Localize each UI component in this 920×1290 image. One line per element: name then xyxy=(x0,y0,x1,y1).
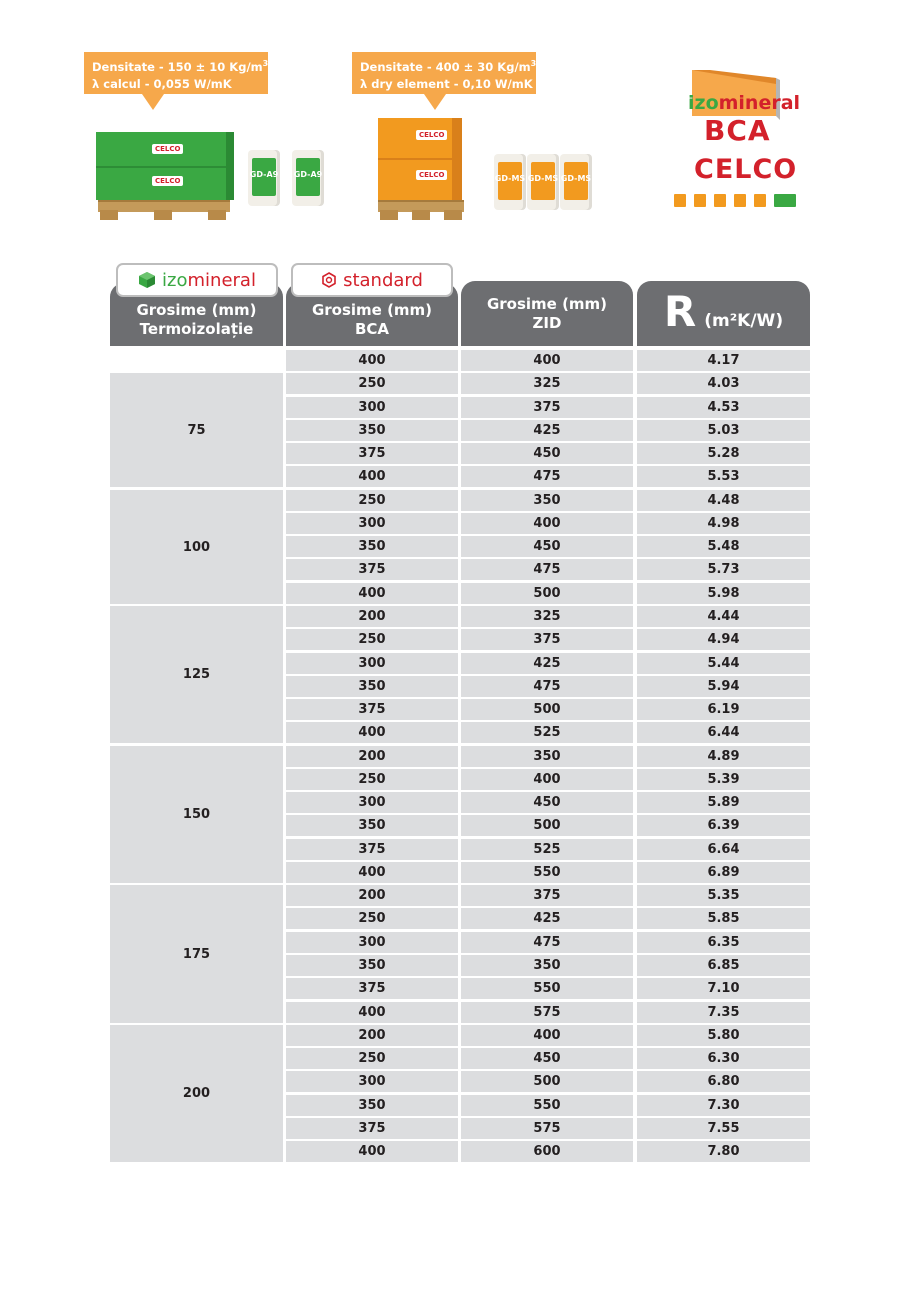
cell-bca: 300 xyxy=(286,932,458,953)
cell-zid: 475 xyxy=(461,676,633,697)
standard-density-callout xyxy=(352,52,536,94)
cell-bca: 350 xyxy=(286,420,458,441)
cell-r-value: 4.89 xyxy=(637,746,810,767)
cell-bca: 300 xyxy=(286,513,458,534)
cell-r-value: 5.80 xyxy=(637,1025,810,1046)
cell-bca: 375 xyxy=(286,443,458,464)
cell-zid: 375 xyxy=(461,397,633,418)
cell-zid: 425 xyxy=(461,908,633,929)
cell-r-value: 6.19 xyxy=(637,699,810,720)
cell-bca: 400 xyxy=(286,583,458,604)
header-r-unit: (m²K/W) xyxy=(704,311,784,331)
cell-r-value: 7.55 xyxy=(637,1118,810,1139)
cell-termoizolatie-group: 200 xyxy=(110,1025,283,1162)
cell-zid: 400 xyxy=(461,1025,633,1046)
standard-tab xyxy=(291,263,453,297)
header-bca-line2: BCA xyxy=(354,319,390,338)
cell-r-value: 6.85 xyxy=(637,955,810,976)
cell-r-value: 6.89 xyxy=(637,862,810,883)
cell-r-value: 7.80 xyxy=(637,1141,810,1162)
cell-bca: 350 xyxy=(286,815,458,836)
header-zid-line2: ZID xyxy=(532,313,562,332)
cell-zid: 375 xyxy=(461,629,633,650)
cell-r-value: 5.28 xyxy=(637,443,810,464)
cell-r-value: 7.10 xyxy=(637,978,810,999)
callout-pointer xyxy=(142,94,164,110)
cell-bca: 400 xyxy=(286,466,458,487)
cell-zid: 575 xyxy=(461,1118,633,1139)
celco-label: CELCO xyxy=(152,144,183,154)
cell-zid: 500 xyxy=(461,699,633,720)
mini-block-icon xyxy=(694,194,706,207)
cell-bca: 375 xyxy=(286,839,458,860)
mini-block-icon xyxy=(674,194,686,207)
cell-zid: 350 xyxy=(461,746,633,767)
cell-zid: 450 xyxy=(461,443,633,464)
header-bca-line1: Grosime (mm) xyxy=(311,300,433,319)
cell-bca: 300 xyxy=(286,1071,458,1092)
mini-block-icon xyxy=(734,194,746,207)
header-zid xyxy=(461,281,633,346)
cell-bca: 250 xyxy=(286,490,458,511)
cell-zid: 400 xyxy=(461,769,633,790)
cell-r-value: 4.17 xyxy=(637,350,810,371)
logo-bca-text: BCA xyxy=(704,114,771,147)
cell-zid: 500 xyxy=(461,583,633,604)
green-bag-image xyxy=(248,150,280,206)
izomineral-density-callout xyxy=(84,52,268,94)
cell-r-value: 5.94 xyxy=(637,676,810,697)
cell-zid: 400 xyxy=(461,350,633,371)
mini-block-icon xyxy=(714,194,726,207)
cell-zid: 525 xyxy=(461,722,633,743)
cell-zid: 450 xyxy=(461,792,633,813)
cell-bca: 200 xyxy=(286,606,458,627)
cell-r-value: 4.98 xyxy=(637,513,810,534)
cell-zid: 600 xyxy=(461,1141,633,1162)
cell-r-value: 4.44 xyxy=(637,606,810,627)
cell-bca: 350 xyxy=(286,536,458,557)
izomineral-density-sup: 3 xyxy=(262,59,269,68)
cell-zid: 350 xyxy=(461,490,633,511)
celco-label: CELCO xyxy=(416,170,447,180)
cell-bca: 400 xyxy=(286,1002,458,1023)
izomineral-pallet-image xyxy=(96,132,236,224)
tab-standard-text: standard xyxy=(343,269,423,291)
header-zid-line1: Grosime (mm) xyxy=(486,294,608,313)
cell-r-value: 5.03 xyxy=(637,420,810,441)
green-bag-image xyxy=(292,150,324,206)
header-r-value xyxy=(637,281,810,346)
tab-izo-text: izo xyxy=(162,269,188,291)
cell-bca: 250 xyxy=(286,373,458,394)
cell-r-value: 5.53 xyxy=(637,466,810,487)
izomineral-tab xyxy=(116,263,278,297)
cell-bca: 250 xyxy=(286,769,458,790)
logo-celco-text: CELCO xyxy=(694,154,798,185)
bag-label: GD-MS xyxy=(527,174,559,183)
cell-r-value: 6.44 xyxy=(637,722,810,743)
header-r-letter: R xyxy=(663,287,697,336)
cell-bca: 350 xyxy=(286,955,458,976)
cell-r-value: 4.03 xyxy=(637,373,810,394)
cell-r-value: 5.48 xyxy=(637,536,810,557)
izomineral-lambda-text: λ calcul - 0,055 W/mK xyxy=(92,76,232,91)
cell-bca: 250 xyxy=(286,908,458,929)
bag-label: GD-A9 xyxy=(293,170,323,179)
cell-bca: 375 xyxy=(286,1118,458,1139)
cell-bca: 200 xyxy=(286,885,458,906)
cell-zid: 425 xyxy=(461,653,633,674)
cell-r-value: 4.94 xyxy=(637,629,810,650)
cell-r-value: 5.35 xyxy=(637,885,810,906)
cell-r-value: 4.53 xyxy=(637,397,810,418)
cell-bca: 250 xyxy=(286,1048,458,1069)
cell-zid: 550 xyxy=(461,1095,633,1116)
cell-r-value: 5.98 xyxy=(637,583,810,604)
callout-pointer xyxy=(424,94,446,110)
cell-r-value: 7.35 xyxy=(637,1002,810,1023)
standard-hexagon-icon xyxy=(321,272,337,288)
standard-pallet-image xyxy=(378,118,468,224)
cell-zid: 550 xyxy=(461,978,633,999)
cell-bca: 300 xyxy=(286,792,458,813)
logo-mineral-text: mineral xyxy=(718,92,801,114)
cell-bca: 350 xyxy=(286,1095,458,1116)
cell-zid: 500 xyxy=(461,1071,633,1092)
tab-mineral-text: mineral xyxy=(187,269,256,291)
cell-r-value: 4.48 xyxy=(637,490,810,511)
cell-r-value: 6.80 xyxy=(637,1071,810,1092)
cell-bca: 400 xyxy=(286,722,458,743)
orange-bag-image xyxy=(494,154,526,210)
cell-zid: 400 xyxy=(461,513,633,534)
cell-bca: 350 xyxy=(286,676,458,697)
cell-zid: 450 xyxy=(461,536,633,557)
cell-bca: 375 xyxy=(286,978,458,999)
cell-zid: 475 xyxy=(461,932,633,953)
cell-r-value: 6.64 xyxy=(637,839,810,860)
cell-r-value: 5.39 xyxy=(637,769,810,790)
cell-bca: 200 xyxy=(286,746,458,767)
cell-zid: 350 xyxy=(461,955,633,976)
standard-lambda-text: λ dry element - 0,10 W/mK xyxy=(360,76,533,91)
cell-zid: 450 xyxy=(461,1048,633,1069)
header-termoizolatie-line1: Grosime (mm) xyxy=(136,300,257,319)
cell-zid: 325 xyxy=(461,373,633,394)
cell-r-value: 7.30 xyxy=(637,1095,810,1116)
cell-termoizolatie-group: 75 xyxy=(110,373,283,487)
header-termoizolatie-line2: Termoizolație xyxy=(139,319,254,338)
mini-block-icon xyxy=(774,194,796,207)
cell-zid: 475 xyxy=(461,466,633,487)
cell-zid: 475 xyxy=(461,559,633,580)
cell-zid: 375 xyxy=(461,885,633,906)
cell-r-value: 6.35 xyxy=(637,932,810,953)
cell-bca: 375 xyxy=(286,699,458,720)
standard-density-text: Densitate - 400 ± 30 Kg/m xyxy=(360,59,531,74)
orange-bag-image xyxy=(527,154,559,210)
logo-izo-text: izo xyxy=(688,92,719,114)
mini-block-icon xyxy=(754,194,766,207)
bag-label: GD-A9 xyxy=(249,170,279,179)
cell-termoizolatie-group: 175 xyxy=(110,885,283,1023)
cell-bca: 300 xyxy=(286,653,458,674)
cell-r-value: 5.73 xyxy=(637,559,810,580)
cell-zid: 500 xyxy=(461,815,633,836)
bag-label: GD-MS xyxy=(560,174,592,183)
cell-r-value: 6.39 xyxy=(637,815,810,836)
cell-bca: 400 xyxy=(286,1141,458,1162)
cell-zid: 575 xyxy=(461,1002,633,1023)
orange-bag-image xyxy=(560,154,592,210)
cell-r-value: 5.89 xyxy=(637,792,810,813)
izomineral-bca-celco-logo xyxy=(680,70,801,210)
cube-icon xyxy=(138,271,156,289)
cell-zid: 525 xyxy=(461,839,633,860)
cell-bca: 250 xyxy=(286,629,458,650)
cell-termoizolatie-group: 125 xyxy=(110,606,283,743)
celco-label: CELCO xyxy=(152,176,183,186)
cell-bca: 375 xyxy=(286,559,458,580)
cell-r-value: 5.85 xyxy=(637,908,810,929)
cell-termoizolatie-group: 150 xyxy=(110,746,283,883)
celco-label: CELCO xyxy=(416,130,447,140)
cell-bca: 400 xyxy=(286,350,458,371)
bag-label: GD-MS xyxy=(494,174,526,183)
cell-r-value: 5.44 xyxy=(637,653,810,674)
izomineral-density-text: Densitate - 150 ± 10 Kg/m xyxy=(92,59,263,74)
cell-bca: 300 xyxy=(286,397,458,418)
cell-zid: 550 xyxy=(461,862,633,883)
cell-bca: 200 xyxy=(286,1025,458,1046)
cell-termoizolatie-group: 100 xyxy=(110,490,283,604)
cell-r-value: 6.30 xyxy=(637,1048,810,1069)
cell-zid: 325 xyxy=(461,606,633,627)
standard-density-sup: 3 xyxy=(530,59,537,68)
cell-zid: 425 xyxy=(461,420,633,441)
cell-bca: 400 xyxy=(286,862,458,883)
